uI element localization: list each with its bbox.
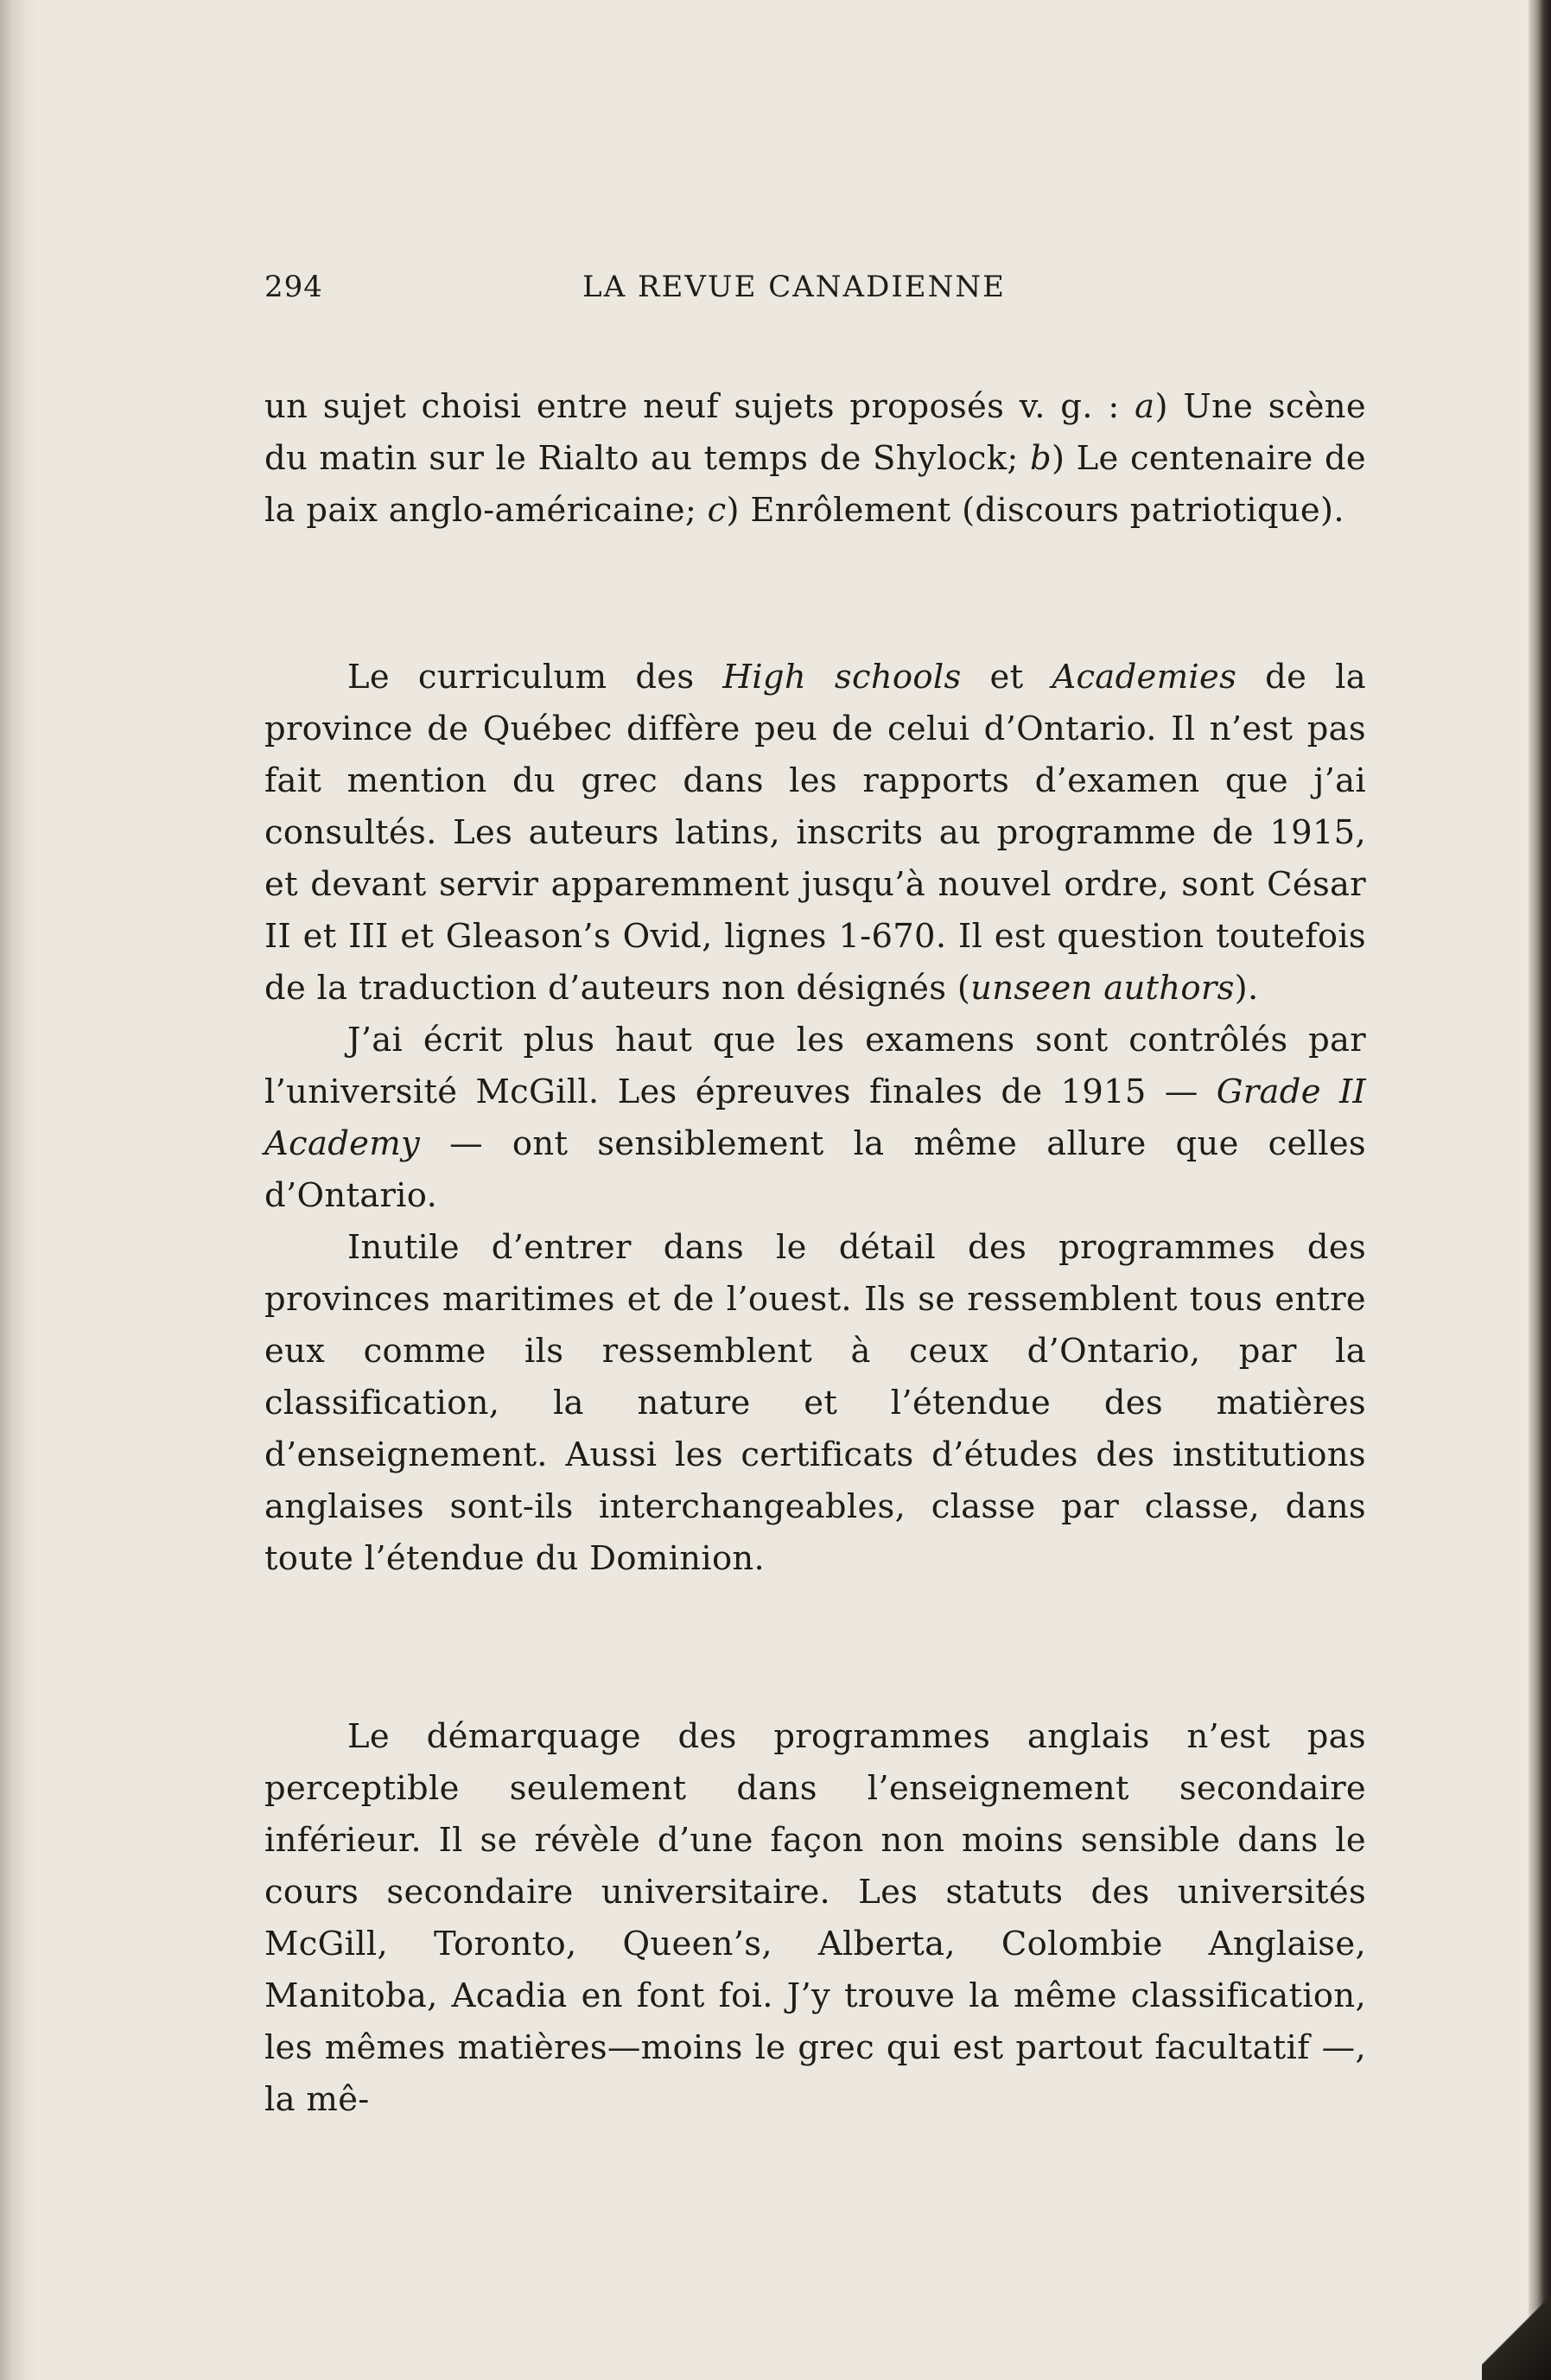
running-title: LA REVUE CANADIENNE xyxy=(582,270,1006,304)
italic-term: Grade II Academy xyxy=(264,1072,1366,1163)
page-corner xyxy=(1482,2259,1551,2380)
text-run: ). xyxy=(1234,969,1259,1008)
italic-term: High schools xyxy=(722,658,962,697)
text-run: et xyxy=(961,658,1052,697)
page-number: 294 xyxy=(264,270,323,304)
text-block-3 xyxy=(264,1711,1366,2126)
text-run: ) Le centenaire de la paix anglo-américaine; xyxy=(264,439,1367,530)
italic-term: unseen authors xyxy=(970,969,1235,1008)
list-marker: a xyxy=(1135,387,1155,426)
list-marker: c xyxy=(707,491,727,530)
paragraph: Le démarquage des programmes anglais n’est pas perceptible seulement dans l’enseignement secondaire inférieur. Il se révèle d’une façon non moins sensible dans le cours secondaire universitaire. Les statuts des universités McGill, Toronto, Queen’s, Alberta, Colombie Anglaise, Manitoba, Acadia en font foi. J’y trouve la même classification, les mêmes matières—moins le grec qui est partout facultatif —, la mê- xyxy=(264,1717,1366,2119)
text-run: Le curriculum des xyxy=(347,658,723,697)
paragraph xyxy=(264,1015,1366,1222)
paragraph xyxy=(264,381,1366,537)
paragraph xyxy=(264,652,1366,1015)
page-edge xyxy=(1529,0,1551,2380)
text-run: — ont sensiblement la même allure que celles d’Ontario. xyxy=(264,1124,1366,1215)
paragraph: Inutile d’entrer dans le détail des programmes des provinces maritimes et de l’ouest. Ils se ressemblent tous entre eux comme ils ressemblent à ceux d’Ontario, par la classification, la nature et l’étendue des matières d’enseignement. Aussi les certificats d’études des institutions anglaises sont-ils interchangeables, classe par classe, dans toute l’étendue du Dominion. xyxy=(264,1228,1366,1578)
text-run: de la province de Québec diffère peu de celui d’Ontario. Il n’est pas fait mention du grec dans les rapports d’examen que j’ai consultés. Les auteurs latins, inscrits au programme de 1915, et devant servir apparemment jusqu’à nouvel ordre, sont César II et III et Gleason’s Ovid, lignes 1-670. Il est question toutefois de la traduction d’auteurs non désignés ( xyxy=(264,658,1366,1008)
text-run: ) Une scène du matin sur le Rialto au temps de Shylock; xyxy=(264,387,1366,478)
text-run: J’ai écrit plus haut que les examens sont contrôlés par l’université McGill. Les épreuves finales de 1915 — xyxy=(264,1021,1366,1111)
text-block-2 xyxy=(264,652,1366,1585)
text-run: ) Enrôlement (discours patriotique). xyxy=(726,491,1344,530)
binding-shadow xyxy=(0,0,36,2380)
text-run: un sujet choisi entre neuf sujets proposés v. g. : xyxy=(264,387,1135,426)
italic-term: Academies xyxy=(1052,658,1237,697)
list-marker: b xyxy=(1030,439,1052,478)
running-header xyxy=(264,270,1370,318)
text-block-1 xyxy=(264,381,1366,537)
